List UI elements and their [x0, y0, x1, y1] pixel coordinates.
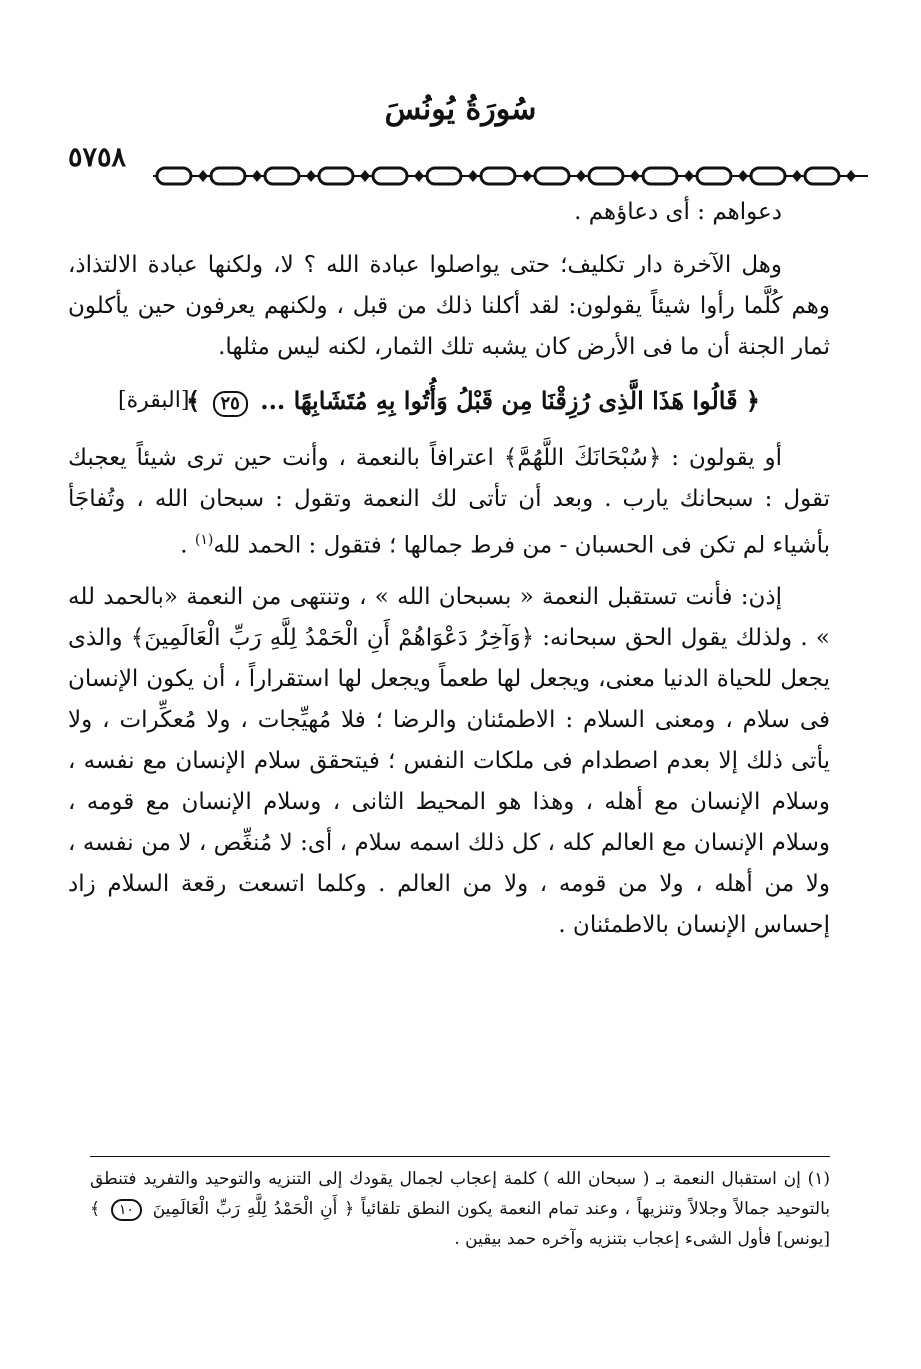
ornament-oval — [805, 168, 839, 184]
ornament-diamond — [414, 170, 424, 182]
ornament-oval — [697, 168, 731, 184]
main-text — [68, 192, 830, 960]
footnote-text-end: ﴾ [يونس] فأول الشىء إعجاب بتنزيه وآخره حمد بيقين . — [90, 1199, 830, 1249]
quran-verse — [186, 380, 760, 421]
ornament-diamond — [684, 170, 694, 182]
ornament-oval — [373, 168, 407, 184]
quran-quote — [68, 380, 830, 430]
ornament-oval — [751, 168, 785, 184]
page-number: ٥٧٥٨ — [68, 142, 127, 173]
ornament-oval — [157, 168, 191, 184]
ornament-oval — [427, 168, 461, 184]
ornament-diamond — [306, 170, 316, 182]
quran-verse-text: ﴿ قَالُوا هَذَا الَّذِى رُزِقْنَا مِن قَبْلُ وَأُتُوا بِهِ مُتَشَابِهًا ... — [251, 386, 760, 415]
ornament-diamond — [522, 170, 532, 182]
footnote-ayah-mark: ١٠ — [111, 1199, 142, 1221]
paragraph-2-end: . — [180, 532, 195, 559]
quran-verse-close: ﴾ — [186, 386, 209, 415]
page-header — [68, 142, 830, 182]
surah-title: سُورَةُ يُونُسَ — [384, 92, 537, 127]
ornament-diamond — [630, 170, 640, 182]
ornament-oval — [643, 168, 677, 184]
footnote — [90, 1164, 830, 1254]
paragraph-3: إذن: فأنت تستقبل النعمة « بسبحان الله » ، وتنتهى من النعمة «بالحمد لله » . ولذلك يقول الحق سبحانه: ﴿وَآخِرُ دَعْوَاهُمْ أَنِ الْحَمْدُ لِلَّهِ رَبِّ الْعَالَمِينَ﴾ والذى يجعل للحياة الدنيا معنى، ويجعل لها طعماً ويجعل لها استقراراً ، أن يكون الإنسان فى سلام ، ومعنى السلام : الاطمئنان والرضا ؛ فلا مُهيِّجات ، ولا مُعكِّرات ، ولا يأتى ذلك إلا بعدم اصطدام فى ملكات النفس ؛ فيتحقق سلام الإنسان مع نفسه ، وسلام الإنسان مع أهله ، وهذا هو المحيط الثانى ، وسلام الإنسان مع قومه ، وسلام الإنسان مع العالم كله ، كل ذلك اسمه سلام ، أى: لا مُنغِّص ، لا من نفسه ، ولا من أهله ، ولا من قومه ، ولا من العالم . وكلما اتسعت رقعة السلام زاد إحساس الإنسان بالاطمئنان . — [68, 583, 830, 938]
footnote-text: (١) إن استقبال النعمة بـ ( سبحان الله ) كلمة إعجاب لجمال يقودك إلى التنزيه والتوحيد والتفريد فتنطق بالتوحيد جمالاً وجلالاً وتنزيهاً ، وعند تمام النعمة يكون النطق تلقائياً ﴿ أَنِ الْحَمْدُ لِلَّهِ رَبِّ الْعَالَمِينَ — [90, 1169, 830, 1219]
ornament-oval — [211, 168, 245, 184]
paragraph-1: وهل الآخرة دار تكليف؛ حتى يواصلوا عبادة الله ؟ لا، ولكنها عبادة الالتذاذ، وهم كُلَّما رأوا شيئاً يقولون: لقد أكلنا ذلك من قبل ، ولكنهم يعرفون حين يأكلون ثمار الجنة أن ما فى الأرض كان يشبه تلك الثمار، لكنه ليس مثلها. — [68, 252, 830, 360]
ornament-oval — [589, 168, 623, 184]
ornament-oval — [535, 168, 569, 184]
quran-reference: [البقرة] — [118, 388, 190, 413]
ornament-diamond — [846, 170, 856, 182]
ornament-diamond — [576, 170, 586, 182]
ornament-diamond — [198, 170, 208, 182]
ayah-number-mark: ٢٥ — [213, 391, 248, 417]
paragraph-intro: دعواهم : أى دعاؤهم . — [574, 199, 782, 225]
paragraph-2-text: أو يقولون : ﴿سُبْحَانَكَ اللَّهُمَّ﴾ اعترافاً بالنعمة ، وأنت حين ترى شيئاً يعجبك تقول : سبحانك يارب . وبعد أن تأتى لك النعمة وتقول : سبحان الله ، وتُفاجَأ بأشياء لم تكن فى الحسبان - من فرط جمالها ؛ فتقول : الحمد لله — [68, 445, 830, 559]
ornament-diamond — [360, 170, 370, 182]
ornamental-border-line — [153, 162, 868, 190]
ornament-diamond — [252, 170, 262, 182]
ornament-oval — [319, 168, 353, 184]
ornament-diamond — [738, 170, 748, 182]
footnote-separator — [90, 1156, 830, 1157]
ornament-oval — [265, 168, 299, 184]
footnote-1 — [90, 1164, 830, 1254]
paragraph-2 — [68, 438, 830, 567]
ornament-oval — [481, 168, 515, 184]
ornament-diamond — [468, 170, 478, 182]
footnote-marker: (١) — [194, 532, 214, 548]
ornament-diamond — [792, 170, 802, 182]
